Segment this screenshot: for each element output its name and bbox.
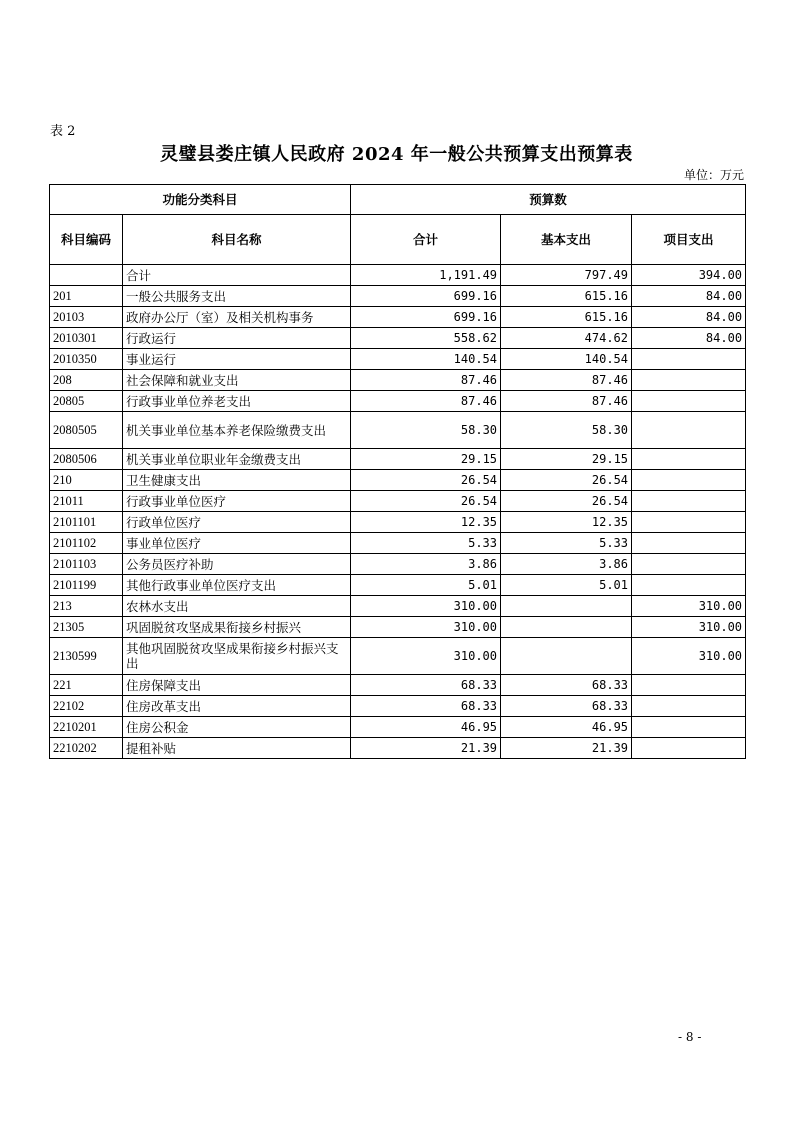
cell-code: 2210202 xyxy=(50,738,123,759)
table-row xyxy=(50,449,746,470)
cell-project xyxy=(632,491,746,512)
table-row xyxy=(50,554,746,575)
cell-project: 84.00 xyxy=(632,307,746,328)
cell-code: 2101199 xyxy=(50,575,123,596)
cell-project: 310.00 xyxy=(632,596,746,617)
cell-name: 巩固脱贫攻坚成果衔接乡村振兴 xyxy=(123,617,351,638)
cell-basic: 58.30 xyxy=(501,412,632,449)
cell-code: 2210201 xyxy=(50,717,123,738)
cell-name: 提租补贴 xyxy=(123,738,351,759)
cell-project: 394.00 xyxy=(632,265,746,286)
cell-total: 58.30 xyxy=(351,412,501,449)
cell-name: 事业单位医疗 xyxy=(123,533,351,554)
cell-code: 20103 xyxy=(50,307,123,328)
table-row xyxy=(50,412,746,449)
table-row xyxy=(50,370,746,391)
cell-total: 46.95 xyxy=(351,717,501,738)
cell-basic: 87.46 xyxy=(501,370,632,391)
cell-total: 68.33 xyxy=(351,675,501,696)
cell-code: 2080506 xyxy=(50,449,123,470)
cell-total: 310.00 xyxy=(351,596,501,617)
cell-project xyxy=(632,554,746,575)
cell-basic xyxy=(501,617,632,638)
cell-basic: 797.49 xyxy=(501,265,632,286)
cell-name: 机关事业单位基本养老保险缴费支出 xyxy=(123,412,351,449)
cell-name: 社会保障和就业支出 xyxy=(123,370,351,391)
header-group-budget: 预算数 xyxy=(351,185,746,215)
cell-basic: 29.15 xyxy=(501,449,632,470)
cell-project xyxy=(632,575,746,596)
cell-total: 87.46 xyxy=(351,370,501,391)
cell-basic: 46.95 xyxy=(501,717,632,738)
cell-total: 5.33 xyxy=(351,533,501,554)
cell-total: 699.16 xyxy=(351,307,501,328)
cell-project: 310.00 xyxy=(632,617,746,638)
table-row xyxy=(50,575,746,596)
cell-total: 12.35 xyxy=(351,512,501,533)
table-row xyxy=(50,491,746,512)
cell-name: 行政事业单位养老支出 xyxy=(123,391,351,412)
cell-name: 合计 xyxy=(123,265,351,286)
cell-project xyxy=(632,470,746,491)
cell-total: 29.15 xyxy=(351,449,501,470)
table-body xyxy=(50,265,746,759)
cell-project: 84.00 xyxy=(632,286,746,307)
table-row xyxy=(50,328,746,349)
cell-basic: 140.54 xyxy=(501,349,632,370)
cell-name: 行政单位医疗 xyxy=(123,512,351,533)
header-basic: 基本支出 xyxy=(501,215,632,265)
table-row xyxy=(50,717,746,738)
cell-project: 84.00 xyxy=(632,328,746,349)
cell-project xyxy=(632,533,746,554)
cell-name: 行政事业单位医疗 xyxy=(123,491,351,512)
cell-project xyxy=(632,675,746,696)
cell-basic: 21.39 xyxy=(501,738,632,759)
header-group-function: 功能分类科目 xyxy=(50,185,351,215)
table-row xyxy=(50,675,746,696)
cell-code: 210 xyxy=(50,470,123,491)
cell-total: 3.86 xyxy=(351,554,501,575)
cell-basic: 87.46 xyxy=(501,391,632,412)
cell-project xyxy=(632,512,746,533)
table-row xyxy=(50,738,746,759)
cell-project xyxy=(632,391,746,412)
header-project: 项目支出 xyxy=(632,215,746,265)
page-title: 灵璧县娄庄镇人民政府 2024 年一般公共预算支出预算表 xyxy=(160,144,633,165)
cell-code: 2101103 xyxy=(50,554,123,575)
cell-basic: 615.16 xyxy=(501,307,632,328)
cell-total: 310.00 xyxy=(351,638,501,675)
unit-label: 单位：万元 xyxy=(683,168,744,182)
cell-code: 22102 xyxy=(50,696,123,717)
cell-name: 住房保障支出 xyxy=(123,675,351,696)
cell-basic: 3.86 xyxy=(501,554,632,575)
cell-name: 卫生健康支出 xyxy=(123,470,351,491)
cell-name: 行政运行 xyxy=(123,328,351,349)
cell-code: 2080505 xyxy=(50,412,123,449)
cell-basic: 26.54 xyxy=(501,491,632,512)
cell-code: 21305 xyxy=(50,617,123,638)
cell-name: 一般公共服务支出 xyxy=(123,286,351,307)
cell-basic: 5.01 xyxy=(501,575,632,596)
cell-code: 2101102 xyxy=(50,533,123,554)
table-row xyxy=(50,638,746,675)
cell-project: 310.00 xyxy=(632,638,746,675)
cell-code: 2130599 xyxy=(50,638,123,675)
page-number: - 8 - xyxy=(678,1030,702,1044)
cell-basic: 615.16 xyxy=(501,286,632,307)
cell-code: 21011 xyxy=(50,491,123,512)
cell-code: 20805 xyxy=(50,391,123,412)
cell-basic: 26.54 xyxy=(501,470,632,491)
table-row xyxy=(50,470,746,491)
cell-code: 2010301 xyxy=(50,328,123,349)
cell-total: 21.39 xyxy=(351,738,501,759)
cell-project xyxy=(632,717,746,738)
cell-total: 1,191.49 xyxy=(351,265,501,286)
cell-code: 213 xyxy=(50,596,123,617)
table-row xyxy=(50,391,746,412)
cell-basic: 474.62 xyxy=(501,328,632,349)
cell-basic xyxy=(501,596,632,617)
header-name: 科目名称 xyxy=(123,215,351,265)
cell-name: 其他巩固脱贫攻坚成果衔接乡村振兴支出 xyxy=(123,638,351,675)
table-row xyxy=(50,286,746,307)
table-row xyxy=(50,533,746,554)
cell-project xyxy=(632,738,746,759)
cell-project xyxy=(632,370,746,391)
cell-name: 机关事业单位职业年金缴费支出 xyxy=(123,449,351,470)
cell-basic: 12.35 xyxy=(501,512,632,533)
cell-name: 农林水支出 xyxy=(123,596,351,617)
header-total: 合计 xyxy=(351,215,501,265)
cell-total: 699.16 xyxy=(351,286,501,307)
cell-total: 68.33 xyxy=(351,696,501,717)
cell-total: 5.01 xyxy=(351,575,501,596)
table-row xyxy=(50,617,746,638)
cell-basic: 68.33 xyxy=(501,675,632,696)
header-code: 科目编码 xyxy=(50,215,123,265)
cell-project xyxy=(632,696,746,717)
cell-code: 201 xyxy=(50,286,123,307)
cell-name: 政府办公厅（室）及相关机构事务 xyxy=(123,307,351,328)
cell-name: 事业运行 xyxy=(123,349,351,370)
cell-total: 310.00 xyxy=(351,617,501,638)
table-row xyxy=(50,696,746,717)
cell-basic: 5.33 xyxy=(501,533,632,554)
table-label: 表 2 xyxy=(50,124,76,139)
cell-code xyxy=(50,265,123,286)
cell-name: 公务员医疗补助 xyxy=(123,554,351,575)
table-row xyxy=(50,307,746,328)
cell-name: 住房改革支出 xyxy=(123,696,351,717)
cell-basic xyxy=(501,638,632,675)
cell-code: 208 xyxy=(50,370,123,391)
cell-total: 26.54 xyxy=(351,491,501,512)
cell-name: 住房公积金 xyxy=(123,717,351,738)
table-row xyxy=(50,596,746,617)
cell-basic: 68.33 xyxy=(501,696,632,717)
table-row xyxy=(50,349,746,370)
budget-table xyxy=(49,184,746,759)
cell-total: 140.54 xyxy=(351,349,501,370)
cell-code: 2010350 xyxy=(50,349,123,370)
cell-name: 其他行政事业单位医疗支出 xyxy=(123,575,351,596)
table-row xyxy=(50,512,746,533)
cell-total: 558.62 xyxy=(351,328,501,349)
cell-total: 26.54 xyxy=(351,470,501,491)
table-row xyxy=(50,265,746,286)
cell-code: 2101101 xyxy=(50,512,123,533)
cell-project xyxy=(632,412,746,449)
cell-code: 221 xyxy=(50,675,123,696)
cell-project xyxy=(632,349,746,370)
cell-project xyxy=(632,449,746,470)
cell-total: 87.46 xyxy=(351,391,501,412)
